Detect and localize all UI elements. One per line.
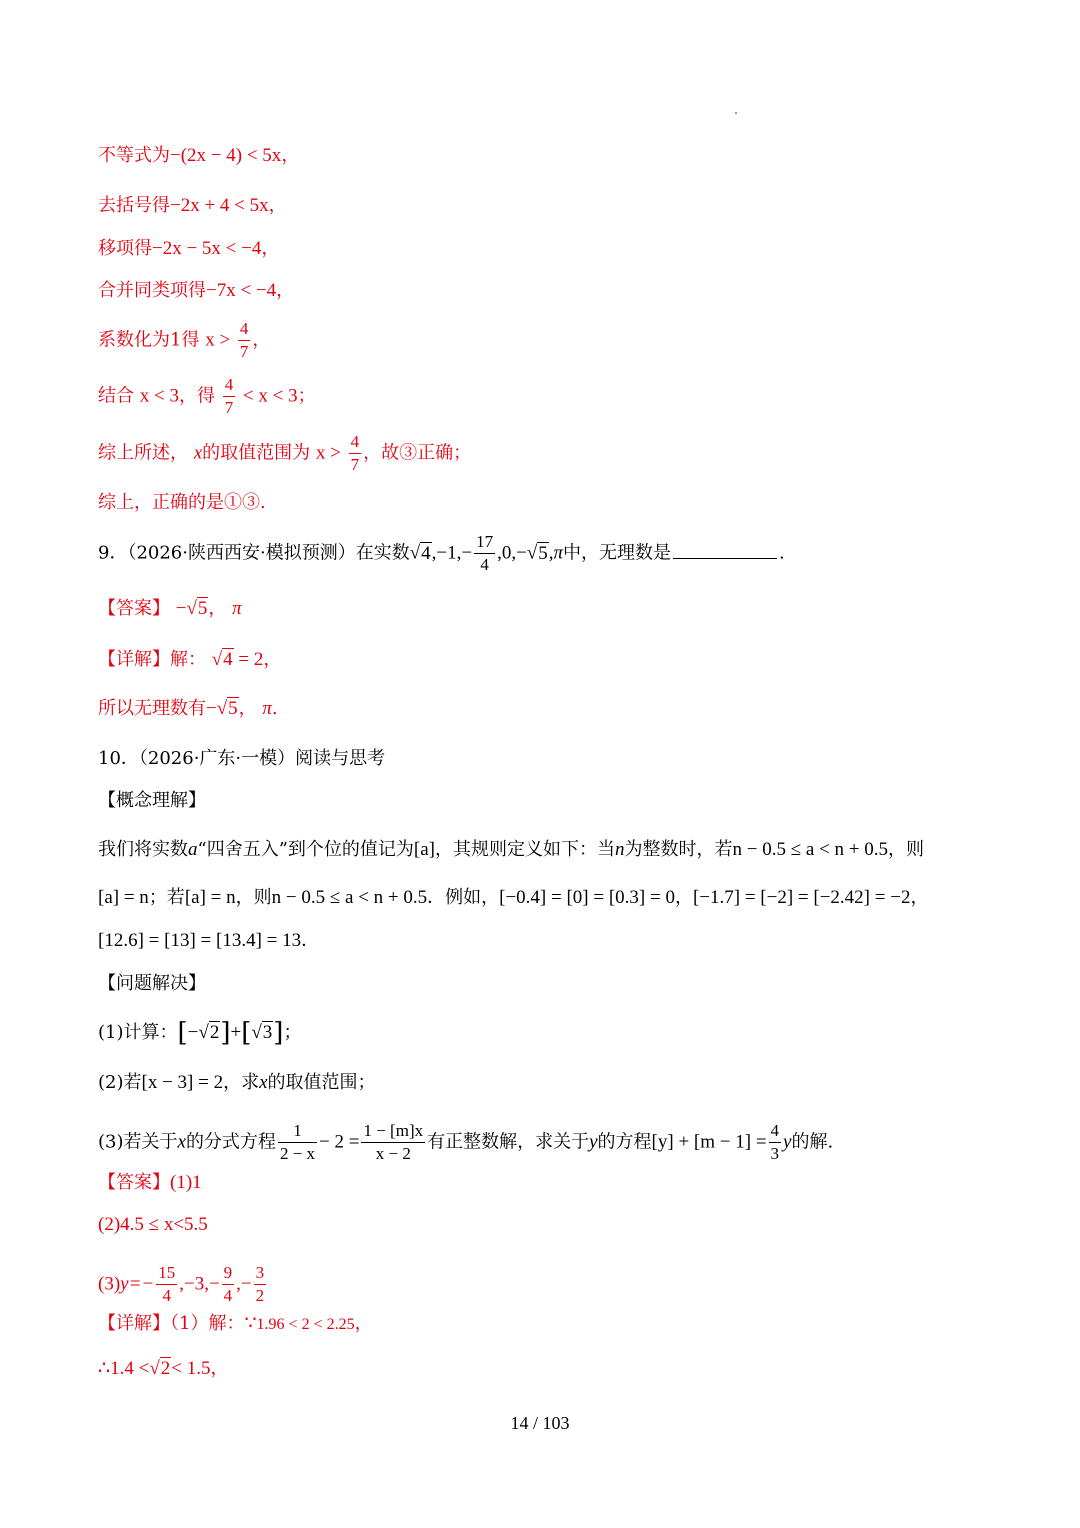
math-expression: ,−3,− <box>179 1273 220 1295</box>
line-text: 合并同类项得 <box>98 280 206 301</box>
fraction <box>223 374 236 419</box>
line-text: ；若 <box>148 887 185 908</box>
radicand: 4 <box>223 649 233 670</box>
answer-blank <box>673 540 777 559</box>
q10-detail-1 <box>98 1312 373 1337</box>
line-text: 有正整数解，求关于 <box>427 1131 590 1153</box>
line-text: 所以无理数有 <box>98 698 206 719</box>
fraction <box>769 1120 782 1165</box>
math-expression: [−0.4] = [0] = [0.3] = 0 <box>499 887 675 908</box>
sqrt-expression: √3 <box>251 1022 273 1043</box>
line-text: 综上，正确的是①③. <box>98 492 266 513</box>
numerator: 4 <box>349 431 362 454</box>
line-text: 的取值范围为 <box>202 442 311 464</box>
math-expression: − 2 = <box>319 1131 360 1153</box>
math-expression: [y] + [m − 1] = <box>651 1131 767 1153</box>
variable: a <box>188 839 198 860</box>
detail-tag: 【详解】 <box>98 649 170 670</box>
math-expression: (1)1 <box>170 1172 202 1193</box>
line-text: 的分式方程 <box>185 1131 276 1153</box>
sqrt-expression: √4 <box>409 542 431 564</box>
question-9 <box>98 531 785 576</box>
problem-heading <box>98 972 206 996</box>
denominator: 2 <box>255 1286 265 1305</box>
math-expression: −(2x − 4) < 5x <box>170 145 282 166</box>
subquestion-1: (1)计算：[−√2]+[√3]； <box>98 1018 302 1048</box>
sqrt-expression: √5 <box>526 542 548 564</box>
variable: n <box>615 839 625 860</box>
punct: ， <box>261 238 280 259</box>
math-expression: 1.4 < <box>110 1358 150 1379</box>
math-expression: [12.6] = [13] = [13.4] = 13 <box>98 930 302 951</box>
concept-paragraph-3 <box>98 929 319 953</box>
punct: ． <box>301 930 320 951</box>
math-expression: 4.5 ≤ x<5.5 <box>120 1214 208 1235</box>
line-text: ，求 <box>223 1072 260 1093</box>
denominator: 4 <box>162 1286 171 1305</box>
math-expression: = 2 <box>233 649 264 670</box>
section-heading: 【问题解决】 <box>98 973 206 994</box>
sqrt-expression: √5 <box>186 598 208 619</box>
math-expression: −2x + 4 < 5x <box>170 195 269 216</box>
bracket-open: [ <box>241 1018 252 1048</box>
fraction <box>222 1262 235 1307</box>
punct: ， <box>281 145 300 166</box>
line-text: ，则 <box>888 839 925 860</box>
q10-answer-3 <box>98 1262 268 1307</box>
math-expression: n − 0.5 ≤ a < n + 0.5 <box>732 839 889 860</box>
numerator: 15 <box>156 1262 177 1285</box>
punct: ， <box>263 649 282 670</box>
section-heading: 【概念理解】 <box>98 790 206 811</box>
line-text: 系数化为1得 <box>98 329 200 351</box>
radicand: 2 <box>209 1022 220 1043</box>
line-text: ，则 <box>235 887 272 908</box>
solution-line-8 <box>98 491 266 515</box>
radicand: 3 <box>262 1022 273 1043</box>
math-expression: − <box>206 698 217 719</box>
line-text: （1）解： <box>170 1313 245 1334</box>
line-text: 解： <box>170 649 206 670</box>
math-expression: 1.96 < 2 < 2.25 <box>256 1316 355 1333</box>
bracket-close: ] <box>220 1018 231 1048</box>
answer-tag: 【答案】 <box>98 1172 170 1193</box>
detail-tag: 【详解】 <box>98 1313 170 1334</box>
solution-line-6 <box>98 374 316 419</box>
math-expression: < x < 3 <box>242 385 298 407</box>
subquestion-3 <box>98 1120 833 1165</box>
line-text: ，故③正确； <box>363 442 472 464</box>
fraction <box>361 1120 425 1165</box>
radicand: 5 <box>538 542 548 564</box>
line-text: 我们将实数 <box>98 839 188 860</box>
math-expression: [x − 3] = 2 <box>141 1072 224 1093</box>
punct: ； <box>297 385 316 407</box>
solution-line-7 <box>98 431 471 476</box>
denominator: x − 2 <box>375 1144 411 1163</box>
question-text: 10．（2026·广东·一模）阅读与思考 <box>98 748 386 769</box>
denominator: 2 − x <box>279 1144 316 1163</box>
punct: ， <box>210 1358 229 1379</box>
math-expression: ,0,− <box>497 542 527 564</box>
denominator: 4 <box>480 555 489 574</box>
q9-conclusion <box>98 697 278 721</box>
bracket-open: [ <box>177 1018 188 1048</box>
line-text: 的解. <box>791 1131 834 1153</box>
math-expression: −7x < −4 <box>206 280 277 301</box>
punct: . <box>779 542 785 564</box>
variable: x <box>177 1131 186 1153</box>
punct: ， <box>276 280 295 301</box>
denominator: 3 <box>770 1144 780 1163</box>
q9-answer <box>98 597 242 621</box>
denominator: 7 <box>239 342 249 361</box>
math-expression: π <box>262 698 272 719</box>
numerator: 3 <box>254 1262 267 1285</box>
numerator: 1 − [m]x <box>361 1120 425 1143</box>
question-text: 中，无理数是 <box>563 542 672 564</box>
concept-paragraph-2 <box>98 886 928 910</box>
concept-heading <box>98 789 206 813</box>
q10-answer-1 <box>98 1171 202 1195</box>
page-number: 14 / 103 <box>510 1413 570 1433</box>
punct: . <box>271 698 278 719</box>
bracket-close: ] <box>273 1018 284 1048</box>
math-expression: n − 0.5 ≤ a < n + 0.5 <box>271 887 428 908</box>
line-text: 的方程 <box>597 1131 652 1153</box>
punct: ， <box>910 887 929 908</box>
radicand: 2 <box>160 1358 171 1379</box>
math-expression: π <box>232 598 242 619</box>
line-text: 的取值范围； <box>267 1072 376 1093</box>
line-text: ，其规则定义如下：当 <box>435 839 615 860</box>
math-expression: [a] <box>413 839 435 860</box>
sqrt-expression: √5 <box>216 698 238 719</box>
solution-line-4 <box>98 279 294 303</box>
radicand: 5 <box>197 598 208 619</box>
math-expression: ,π <box>548 542 564 564</box>
numerator: 4 <box>223 374 236 397</box>
line-text: 为整数时，若 <box>624 839 733 860</box>
punct: ， <box>674 887 693 908</box>
denominator: 7 <box>350 455 360 474</box>
math-expression: x > <box>205 329 231 351</box>
question-number: 9． <box>98 542 128 564</box>
variable: x <box>193 442 203 464</box>
variable: y <box>589 1131 598 1153</box>
line-text: 综上所述， <box>98 442 188 464</box>
fraction <box>474 531 495 576</box>
math-expression: x > <box>315 442 341 464</box>
math-expression: −2x − 5x < −4 <box>152 238 262 259</box>
numerator: 4 <box>238 318 251 341</box>
q9-detail <box>98 648 281 672</box>
variable: x <box>259 1072 268 1093</box>
math-expression: [a] = n <box>98 887 149 908</box>
radicand: 5 <box>228 698 238 719</box>
punct: ； <box>283 1022 302 1043</box>
fraction <box>349 431 362 476</box>
fraction <box>278 1120 317 1165</box>
denominator: 7 <box>224 398 234 417</box>
question-text: （2026·陕西西安·模拟预测）在实数 <box>127 542 410 564</box>
q10-detail-2 <box>98 1357 228 1381</box>
math-expression: (2) <box>98 1214 121 1235</box>
math-expression: [a] = n <box>184 887 236 908</box>
math-expression: ,−1,− <box>431 542 473 564</box>
solution-line-2 <box>98 194 287 218</box>
solution-line-3 <box>98 237 279 261</box>
punct: ， <box>252 329 271 351</box>
math-expression: < 1.5 <box>171 1358 211 1379</box>
punct: ， <box>208 598 227 619</box>
line-text: (3)若关于 <box>98 1131 178 1153</box>
punct: ， <box>238 698 257 719</box>
line-text: “四舍五入”到个位的值记为 <box>197 839 414 860</box>
denominator: 4 <box>223 1286 233 1305</box>
radicand: 4 <box>421 542 431 564</box>
therefore-symbol: ∴ <box>98 1358 111 1379</box>
math-expression: (3) <box>98 1273 121 1295</box>
answer-tag: 【答案】 <box>98 598 170 619</box>
line-text: 结合 <box>98 385 134 407</box>
fraction <box>156 1262 177 1307</box>
math-expression: x < 3 <box>139 385 179 407</box>
numerator: 4 <box>769 1120 782 1143</box>
solution-line-1 <box>98 144 299 168</box>
variable: y <box>783 1131 792 1153</box>
fraction <box>238 318 251 363</box>
because-symbol: ∵ <box>244 1313 257 1334</box>
sqrt-expression: √2 <box>149 1358 171 1379</box>
numerator: 9 <box>222 1262 235 1285</box>
punct: ， <box>268 195 287 216</box>
math-expression: ,− <box>236 1273 252 1295</box>
line-text: 移项得 <box>98 238 152 259</box>
subquestion-2 <box>98 1071 376 1095</box>
question-10-title <box>98 747 385 771</box>
numerator: 17 <box>474 531 495 554</box>
solution-line-5 <box>98 318 270 363</box>
numerator: 1 <box>278 1120 317 1143</box>
line-text: 去括号得 <box>98 195 170 216</box>
line-text: ，得 <box>178 385 215 407</box>
fraction <box>254 1262 267 1307</box>
line-text: ．例如， <box>427 887 500 908</box>
sqrt-expression: √4 <box>211 649 233 670</box>
math-expression: − <box>175 598 187 619</box>
line-text: 不等式为 <box>98 145 170 166</box>
math-expression: y=− <box>120 1273 155 1295</box>
line-text: (2)若 <box>98 1072 142 1093</box>
math-expression: [−1.7] = [−2] = [−2.42] = −2 <box>692 887 911 908</box>
sqrt-expression: −√2 <box>187 1022 220 1043</box>
scan-dot <box>735 112 737 114</box>
line-text: (1)计算： <box>98 1022 178 1043</box>
q10-answer-2 <box>98 1213 208 1237</box>
concept-paragraph-1 <box>98 838 924 862</box>
punct: ， <box>354 1313 373 1334</box>
